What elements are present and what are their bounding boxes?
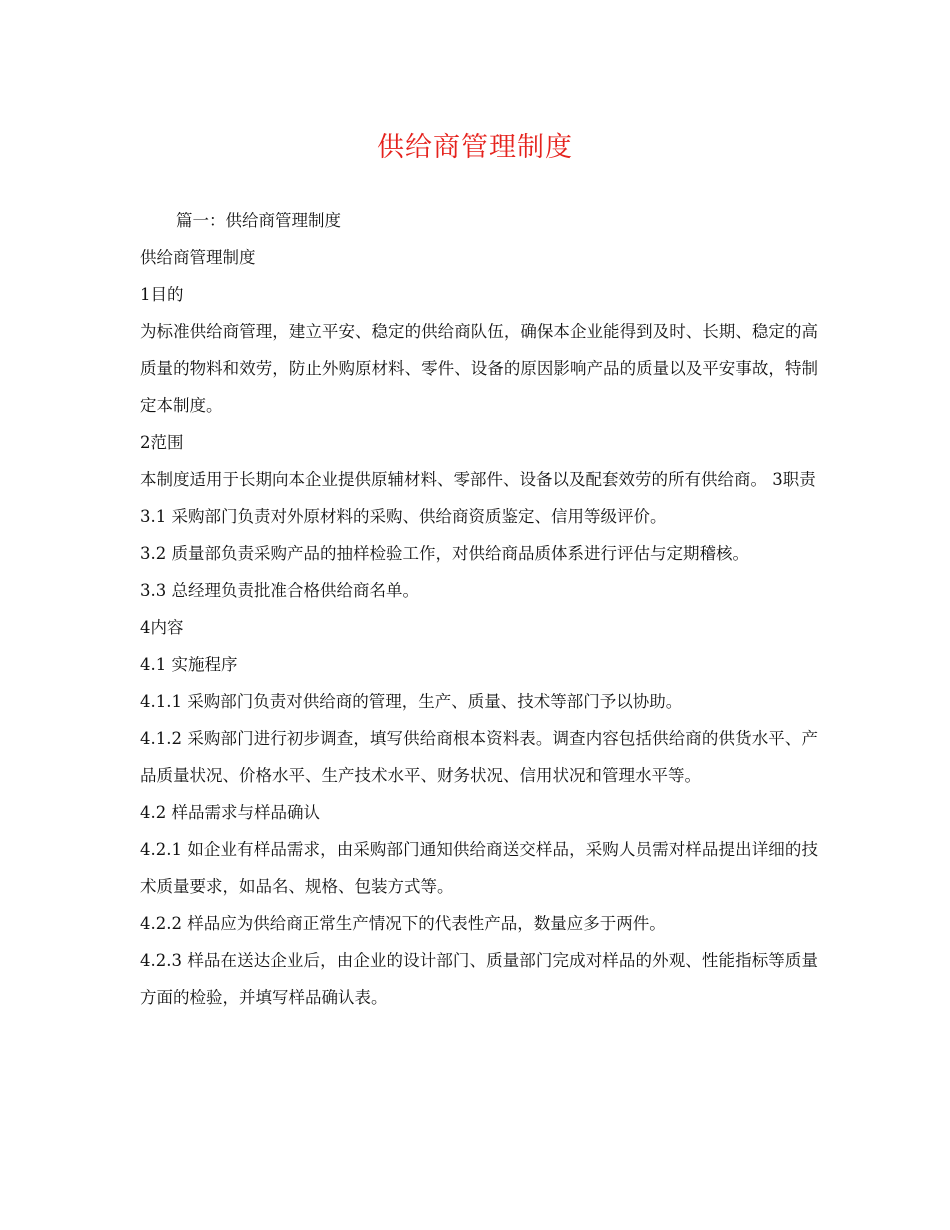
- paragraph-3-1: 3.1 采购部门负责对外原材料的采购、供给商资质鉴定、信用等级评价。: [140, 507, 667, 526]
- paragraph-4-2-3: 4.2.3 样品在送达企业后，由企业的设计部门、质量部门完成对样品的外观、性能指标等质量方面的检验，并填写样品确认表。: [140, 951, 818, 1007]
- document-body: [140, 202, 818, 1016]
- heading-purpose: 1目的: [140, 285, 184, 304]
- paragraph-4-2-2: 4.2.2 样品应为供给商正常生产情况下的代表性产品，数量应多于两件。: [140, 914, 666, 933]
- document-title: 供给商管理制度: [377, 132, 573, 163]
- section-title: 供给商管理制度: [140, 248, 256, 267]
- paragraph-3-3: 3.3 总经理负责批准合格供给商名单。: [140, 581, 419, 600]
- heading-4-2: 4.2 样品需求与样品确认: [140, 803, 320, 822]
- paragraph-purpose: 为标准供给商管理，建立平安、稳定的供给商队伍，确保本企业能得到及时、长期、稳定的高质量的物料和效劳，防止外购原材料、零件、设备的原因影响产品的质量以及平安事故，特制定本制度。: [140, 322, 818, 415]
- part-heading: 篇一：供给商管理制度: [176, 211, 341, 230]
- paragraph-4-2-1: 4.2.1 如企业有样品需求，由采购部门通知供给商送交样品，采购人员需对样品提出详细的技术质量要求，如品名、规格、包装方式等。: [140, 840, 818, 896]
- paragraph-4-1-1: 4.1.1 采购部门负责对供给商的管理，生产、质量、技术等部门予以协助。: [140, 692, 683, 711]
- paragraph-4-1-2: 4.1.2 采购部门进行初步调查，填写供给商根本资料表。调查内容包括供给商的供货水平、产品质量状况、价格水平、生产技术水平、财务状况、信用状况和管理水平等。: [140, 729, 818, 785]
- paragraph-scope: 本制度适用于长期向本企业提供原辅材料、零部件、设备以及配套效劳的所有供给商。 3职责: [140, 470, 816, 489]
- heading-scope: 2范围: [140, 433, 184, 452]
- heading-4-1: 4.1 实施程序: [140, 655, 238, 674]
- heading-content: 4内容: [140, 618, 184, 637]
- paragraph-3-2: 3.2 质量部负责采购产品的抽样检验工作，对供给商品质体系进行评估与定期稽核。: [140, 544, 749, 563]
